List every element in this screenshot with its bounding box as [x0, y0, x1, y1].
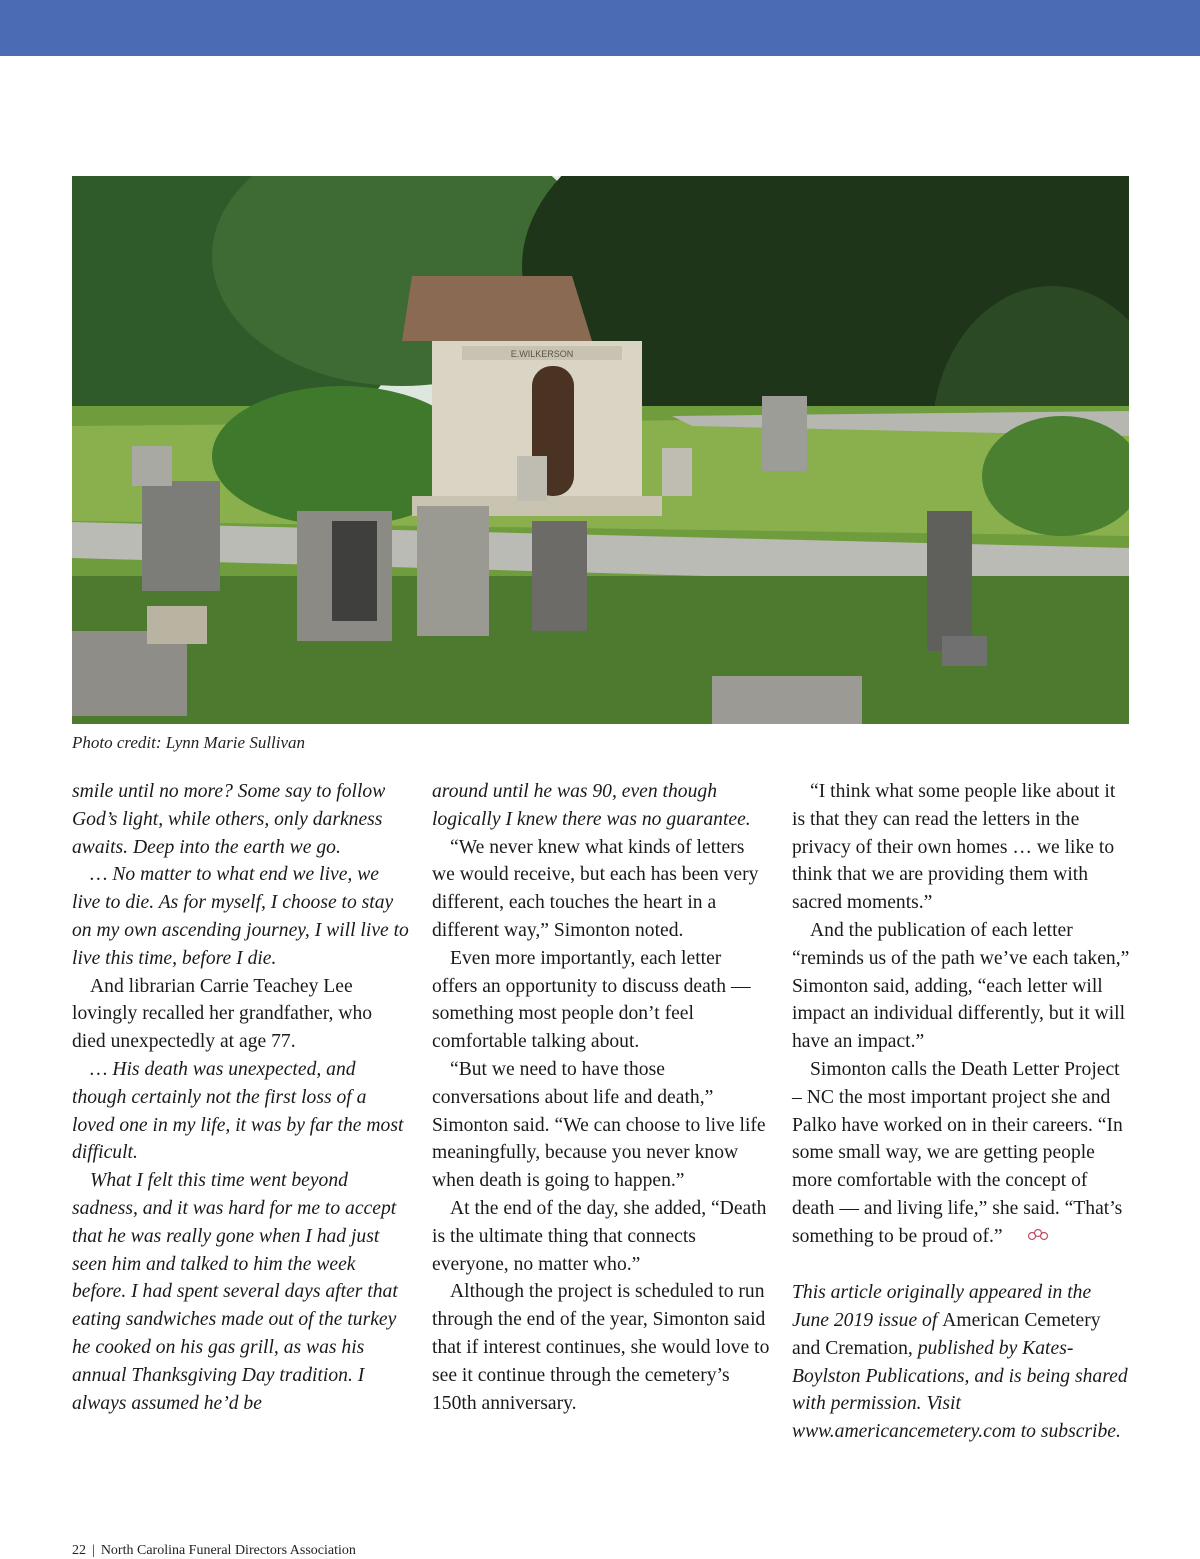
text-column-3 — [792, 778, 1130, 1446]
credit-note-text: This article originally appeared in the June 2019 issue of — [792, 1282, 1092, 1331]
text-column-1 — [72, 778, 410, 1417]
cemetery-photo — [72, 176, 1129, 724]
footer-separator: | — [92, 1543, 95, 1558]
page-footer — [72, 1543, 356, 1559]
paragraph: “I think what some people like about it is that they can read the letters in the privacy of their own homes … we like to think that we are providing them with sacred moments.” — [792, 781, 1116, 914]
credit-note-publication: American Cemetery and Cremation — [792, 1309, 1101, 1359]
paragraph: “We never knew what kinds of letters we would receive, but each has been very different, each touches the heart in a different way,” Simonton noted. — [432, 836, 759, 941]
floral-end-mark-icon — [1009, 1223, 1049, 1251]
paragraph: And the publication of each letter “reminds us of the path we’ve each taken,” Simonton said, adding, “each letter will impact an individual differently, but it will have an impact.” — [792, 919, 1130, 1053]
credit-note — [792, 1279, 1130, 1446]
paragraph: “But we need to have those conversations about life and death,” Simonton said. “We can choose to live life meaningfully, because you never know when death is going to happen.” — [432, 1058, 766, 1192]
credit-note-text-2: , published by Kates-Boylston Publications, and is being shared with permission. Visit www.americancemetery.com to subscribe. — [792, 1337, 1128, 1443]
paragraph: … His death was unexpected, and though certainly not the first loss of a loved one in my life, it was by far the most difficult. — [72, 1058, 404, 1164]
paragraph: smile until no more? Some say to follow God’s light, while others, only darkness awaits. Deep into the earth we go. — [72, 781, 386, 858]
paragraph: Even more importantly, each letter offers an opportunity to discuss death — something most people don’t feel comfortable talking about. — [432, 947, 751, 1053]
paragraph: At the end of the day, she added, “Death is the ultimate thing that connects everyone, no matter who.” — [432, 1197, 767, 1275]
photo-caption: Photo credit: Lynn Marie Sullivan — [72, 733, 306, 752]
footer-publication: North Carolina Funeral Directors Association — [100, 1543, 356, 1558]
paragraph: Although the project is scheduled to run through the end of the year, Simonton said that if interest continues, she would love to see it continue through the cemetery’s 150th anniversary. — [432, 1281, 770, 1414]
page-number: 22 — [72, 1543, 86, 1558]
paragraph: What I felt this time went beyond sadness, and it was hard for me to accept that he was really gone when I had just seen him and talked to him the week before. I had spent several days after that eating sandwiches made out of the turkey he cooked on his gas grill, as was his annual Thanksgiving Day tradition. I always assumed he’d be — [72, 1170, 398, 1414]
mausoleum-inscription: E.WILKERSON — [510, 349, 574, 359]
spacer — [792, 1251, 1130, 1279]
text-column-2 — [432, 778, 770, 1417]
paragraph: around until he was 90, even though logically I knew there was no guarantee. — [432, 781, 751, 830]
paragraph — [792, 1056, 1130, 1251]
top-color-band — [0, 0, 1200, 56]
paragraph: … No matter to what end we live, we live to die. As for myself, I choose to stay on my own ascending journey, I will live to live this time, before I die. — [72, 864, 409, 969]
paragraph: And librarian Carrie Teachey Lee lovingly recalled her grandfather, who died unexpectedly at age 77. — [72, 975, 373, 1053]
paragraph-text: Simonton calls the Death Letter Project – NC the most important project she and Palko have worked on in their careers. “In some small way, we are getting people more comfortable with the concept of death — and living life,” she said. “That’s something to be proud of.” — [792, 1058, 1123, 1247]
